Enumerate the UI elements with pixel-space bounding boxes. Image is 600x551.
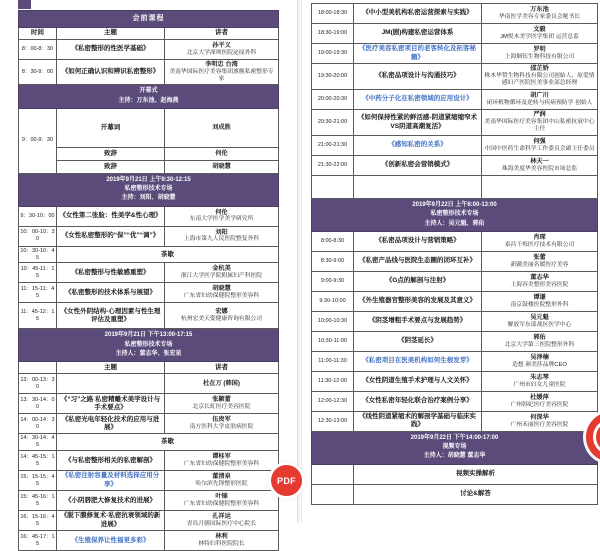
column-header-row: [19, 362, 279, 374]
time-cell: 11：45-12：15: [19, 303, 57, 329]
speaker-org: 哈尔滨先锋整形医院: [195, 480, 248, 487]
left-page: [0, 0, 298, 547]
topic-cell: 《“习”之路 私密精雕术美学设计与手术要点》: [57, 394, 165, 414]
speaker-cell: [165, 147, 279, 160]
speaker-org: 广州韩妃医疗美容医院: [510, 401, 569, 408]
topic-cell: 《外生殖器官整形美容的发展及其意义》: [354, 291, 482, 311]
speaker-org: 南京鼓楼医院整形外科: [510, 301, 569, 308]
schedule-row: [312, 44, 598, 64]
speaker-name: 金杭美: [212, 265, 231, 273]
speaker-org: 泰昌千烁医疗技术有限公司: [504, 241, 575, 248]
time-cell: 8：00-8：30: [19, 40, 57, 60]
topic-cell: 《与私密整形相关的私密解剖》: [57, 451, 165, 471]
speaker-name: 刘阳: [215, 228, 228, 236]
time-cell: 14：45-15：15: [19, 451, 57, 471]
schedule-row: [312, 351, 598, 371]
merged-row: [19, 434, 279, 451]
speaker-cell: [482, 351, 598, 371]
column-header-row: [19, 28, 279, 40]
speaker-cell: [165, 471, 279, 491]
column-header-cell: 时间: [19, 28, 57, 40]
speaker-cell: [482, 331, 598, 351]
time-cell: 10：00-10：30: [19, 226, 57, 246]
speaker-cell: [165, 160, 279, 173]
time-cell: 19:00-19:30: [312, 44, 354, 64]
speaker-name: 伍贵军: [212, 416, 231, 424]
merged-text-cell: 茶歇: [57, 246, 279, 263]
speaker-cell: [482, 110, 598, 136]
speaker-org: 北京大学深圳医院泌尿外科: [186, 49, 257, 56]
speaker-cell: [482, 411, 598, 431]
schedule-row: [312, 156, 598, 176]
speaker-name: 宏娜: [215, 308, 228, 316]
schedule-row: [19, 531, 279, 551]
column-header-cell: 主题: [57, 28, 165, 40]
topic-cell: 开幕词: [57, 108, 165, 147]
speaker-name: 董清泉: [212, 473, 231, 481]
topic-cell: 《女性外阴结构-心理因素与性生理评估及重塑》: [57, 303, 165, 329]
merged-text-cell: 视频实操解析: [354, 464, 598, 484]
right-schedule-table: [311, 3, 598, 505]
topic-cell: 致辞: [57, 147, 165, 160]
speaker-org: 中国中医药生命科学工作委员会副主任委员: [484, 145, 595, 152]
schedule-row: [19, 206, 279, 226]
speaker-cell: [165, 60, 279, 85]
topic-cell: 《感知私密的关系》: [354, 136, 482, 156]
speaker-name: 邵芷娇: [530, 65, 549, 73]
time-cell: 21:00-21:30: [312, 136, 354, 156]
schedule-row: [312, 311, 598, 331]
speaker-name: 刘成胜: [212, 123, 231, 131]
speaker-name: 叶锦: [215, 493, 228, 501]
schedule-row: [312, 110, 598, 136]
speaker-org: 美南华国际医疗美容集团中山私密抗衰中心主任: [484, 119, 595, 133]
topic-cell: 《小阴唇肥大修复技术的进展》: [57, 491, 165, 511]
schedule-row: [19, 491, 279, 511]
speaker-cell: [482, 371, 598, 391]
speaker-name: 林利: [215, 533, 228, 541]
topic-cell: 《私密项目在医美机构如何生根发芽》: [354, 351, 482, 371]
speaker-name: 胡晓慧: [212, 162, 231, 170]
column-header-cell: 讲者: [165, 362, 279, 374]
topic-cell: 《中小型美机构私密运营探索与实践》: [354, 4, 482, 24]
speaker-org: 东南大学医学美学研究所: [189, 216, 254, 223]
schedule-row: [312, 231, 598, 251]
speaker-name: 万东池: [530, 6, 549, 13]
speaker-name: 吴元魁: [530, 313, 549, 321]
topic-cell: 《如何保持性紧的鲜活感-阴道紧缩缩窄术VS阴道高潮复活》: [354, 110, 482, 136]
schedule-row: [19, 147, 279, 160]
speaker-cell: [482, 136, 598, 156]
schedule-row: [312, 64, 598, 90]
time-cell: 10:00-10:30: [312, 311, 354, 331]
time-cell: 9：30-10：00: [19, 206, 57, 226]
speaker-cell: [165, 394, 279, 414]
time-cell: 10：45-11：15: [19, 263, 57, 283]
schedule-row: [312, 136, 598, 156]
speaker-name: 肖琛: [533, 233, 546, 241]
section-header-cell: 2019年9月22日 上午8:00-13:00 私密整形技术专场 主持人：吴元魁、郭佑: [312, 199, 598, 232]
speaker-cell: [165, 206, 279, 226]
speaker-cell: [482, 251, 598, 271]
speaker-cell: [165, 374, 279, 394]
empty-cell: [354, 176, 482, 199]
topic-cell: 《女性第二张脸：性美学&性心理》: [57, 206, 165, 226]
speaker-name: 罗明: [533, 46, 546, 53]
speaker-name: 张蕾: [533, 253, 546, 261]
topic-cell: 《私密整形的性医学基础》: [57, 40, 165, 60]
speaker-cell: [165, 303, 279, 329]
topic-cell: 《私密产品线与医院生态圈的闭环互补》: [354, 251, 482, 271]
section-header-row: [19, 173, 279, 206]
right-page: [301, 0, 600, 523]
time-cell: 10:30-11:00: [312, 331, 354, 351]
time-cell: 9：00-9：30: [19, 108, 57, 173]
speaker-name: 何伦: [215, 149, 228, 157]
topic-cell: 《线性阴道紧缩术的解剖学基础与临床实践》: [354, 411, 482, 431]
column-header-cell: 讲者: [165, 28, 279, 40]
section-header-row: [312, 431, 598, 464]
merged-row: [312, 464, 598, 484]
edge-button-ring: [593, 419, 600, 455]
speaker-cell: [482, 90, 598, 110]
speaker-org: 造想 颜美莎品牌CEO: [512, 361, 567, 368]
speaker-org: 浙江大学医学院附属妇产科医院: [180, 273, 263, 280]
schedule-row: [19, 263, 279, 283]
schedule-row: [19, 394, 279, 414]
speaker-name: 胡广川: [530, 92, 549, 99]
time-cell: 13：30-14：00: [19, 394, 57, 414]
speaker-name: 文毅: [533, 26, 546, 33]
schedule-row: [312, 411, 598, 431]
topic-cell: 《阴茎延长》: [354, 331, 482, 351]
topic-cell: 《如何正确认识和辨识私密整形》: [57, 60, 165, 85]
time-cell: 16：15-16：45: [19, 511, 57, 531]
speaker-org: 广州市妇女儿童医院: [513, 381, 566, 388]
schedule-row: [19, 108, 279, 147]
speaker-name: 谭桂军: [212, 453, 231, 461]
time-cell: 18:00-18:30: [312, 4, 354, 24]
time-cell: 11:00-11:30: [312, 351, 354, 371]
column-header-cell: [19, 362, 57, 374]
speaker-name: 李明忠 台湾: [205, 61, 238, 68]
speaker-name: 张颖蕾: [212, 396, 231, 404]
speaker-name: 孙平义: [212, 42, 231, 49]
speaker-org: 新疆美丽名媛医疗美容: [510, 261, 569, 268]
schedule-row: [312, 371, 598, 391]
speaker-cell: [482, 311, 598, 331]
schedule-row: [19, 451, 279, 471]
speaker-name: 何伦: [215, 208, 228, 216]
speaker-name: 杜媛萍: [530, 393, 549, 401]
time-cell: 8：30-9：00: [19, 60, 57, 85]
section-header-row: [19, 85, 279, 109]
merged-row: [312, 484, 598, 504]
speaker-org: 北京大学第三医院整形外科: [504, 341, 575, 348]
topic-cell: 《私密注射容量及材料选择应用分享》: [57, 471, 165, 491]
topic-cell: 《私密品项设计与营销策略》: [354, 231, 482, 251]
schedule-row: [19, 414, 279, 434]
time-cell: 8:00-8:30: [312, 231, 354, 251]
time-cell: 21:30-22:00: [312, 156, 354, 176]
schedule-row: [312, 271, 598, 291]
schedule-row: [19, 226, 279, 246]
speaker-cell: [482, 291, 598, 311]
time-cell: 9:30-10:00: [312, 291, 354, 311]
speaker-cell: [165, 226, 279, 246]
schedule-row: [19, 40, 279, 60]
topic-cell: JM(剧)构建私密运营体系: [354, 24, 482, 44]
speaker-cell: [482, 64, 598, 90]
speaker-name: 胡晓慧: [212, 285, 231, 293]
speaker-cell: [482, 156, 598, 176]
schedule-row: [19, 283, 279, 303]
speaker-cell: [165, 531, 279, 551]
table-banner-row: [19, 11, 279, 28]
speaker-name: 林天一: [530, 158, 549, 165]
time-cell: 20:00-20:30: [312, 90, 354, 110]
time-cell: 12:00-12:30: [312, 391, 354, 411]
schedule-row: [19, 303, 279, 329]
speaker-name: 严润: [533, 111, 546, 119]
speaker-cell: [482, 4, 598, 24]
time-cell: 15：45-16：15: [19, 491, 57, 511]
topic-cell: 《女性私密整形的“保”“优”“调”》: [57, 226, 165, 246]
section-header-cell: 2019年9月21日 上午9:30-12:15 私密整形技术专场 主持：刘阳、胡晓慧: [19, 173, 279, 206]
merged-row: [19, 246, 279, 263]
merged-text-cell: 讨论&解答: [354, 484, 598, 504]
time-cell: 11:30-12:00: [312, 371, 354, 391]
speaker-name: 谭谦: [533, 293, 546, 301]
speaker-org: 广州禾丽医疗美容医院: [510, 421, 569, 428]
speaker-cell: [165, 263, 279, 283]
time-cell: 15：15-15：45: [19, 471, 57, 491]
topic-cell: 《创新私密会营销模式》: [354, 156, 482, 176]
time-cell: 10：30-10：45: [19, 246, 57, 263]
schedule-row: [312, 251, 598, 271]
topic-cell: 《阴茎增粗手术要点与发展趋势》: [354, 311, 482, 331]
cropped-header-fragment: [18, 0, 31, 9]
speaker-name: 杜在万 (韩国): [203, 379, 240, 387]
speaker-org: 解放军东部战区医学中心: [507, 321, 572, 328]
section-header-cell: 开幕式 主持：万东池、赵海燕: [19, 85, 279, 109]
speaker-org: 上海容美整形美容医院: [510, 281, 569, 288]
speaker-org: JM悦木美学医学集团 运营总监: [500, 33, 579, 40]
speaker-org: 北京长虹医疗美容医院: [192, 404, 251, 411]
time-cell: 12:30-13:00: [312, 411, 354, 431]
schedule-row: [312, 90, 598, 110]
schedule-row: [19, 511, 279, 531]
schedule-row: [312, 24, 598, 44]
time-cell: [312, 484, 354, 504]
speaker-name: 郭佑: [533, 333, 546, 341]
time-cell: 18:30-19:00: [312, 24, 354, 44]
topic-cell: 《G点的解剖与注射》: [354, 271, 482, 291]
speaker-org: 上海烔钰生物科技有限公司: [504, 53, 575, 60]
speaker-org: 林特妇科医院院长: [198, 540, 245, 547]
time-cell: 9:00-9:30: [312, 271, 354, 291]
topic-cell: 《私密光电年轻化技术的应用与进展》: [57, 414, 165, 434]
section-header-cell: 2019年9月22日 下午14:00-17:00 视频专场 主持人：胡晓慧 董志华: [312, 431, 598, 464]
left-schedule-table: [18, 10, 279, 551]
speaker-cell: [165, 511, 279, 531]
speaker-org: 广东省妇幼保健院整形美容科: [183, 460, 260, 467]
topic-cell: 《私密品项设计与沟通技巧》: [354, 64, 482, 90]
time-cell: 11：15-11：45: [19, 283, 57, 303]
section-header-cell: 2019年9月21日 下午13:00-17:15 私密整形技术专场 主持人：董志华、张宏星: [19, 329, 279, 362]
speaker-org: 华南医学美容专家委员会秘书长: [498, 13, 581, 20]
topic-cell: [57, 374, 165, 394]
speaker-name: 吴泽楠: [530, 353, 549, 361]
schedule-row: [19, 160, 279, 173]
speaker-org: 株木华赞生物科技有限公司创始人、原爱情感妇产医院医美事业部总经理: [484, 73, 595, 87]
speaker-cell: [165, 40, 279, 60]
speaker-org: 美南华国际医疗美容集团旗舰私密整形专家: [169, 68, 274, 82]
speaker-org: 杭州宏美天姿健康咨询有限公司: [180, 316, 263, 323]
speaker-cell: [165, 491, 279, 511]
speaker-name: 孔祥运: [212, 513, 231, 521]
speaker-cell: [482, 391, 598, 411]
time-cell: 13：00-13：30: [19, 374, 57, 394]
speaker-cell: [482, 271, 598, 291]
speaker-org: 广东省妇幼保健院整形美容科: [183, 500, 260, 507]
speaker-cell: [165, 451, 279, 471]
schedule-row: [19, 471, 279, 491]
schedule-row: [312, 331, 598, 351]
speaker-cell: [165, 414, 279, 434]
time-cell: 20:30-21:00: [312, 110, 354, 136]
topic-cell: 致辞: [57, 160, 165, 173]
speaker-org: 闭环植物循环及逆转与疾病预防学 创始人: [486, 99, 593, 106]
topic-cell: 《私密整形与性敏感重塑》: [57, 263, 165, 283]
speaker-cell: [482, 24, 598, 44]
speaker-cell: [165, 108, 279, 147]
column-header-cell: 主题: [57, 362, 165, 374]
topic-cell: 《中药分子化在私密领域的应用设计》: [354, 90, 482, 110]
time-cell: 14：30-14：45: [19, 434, 57, 451]
schedule-row: [312, 4, 598, 24]
merged-text-cell: 茶歇: [57, 434, 279, 451]
speaker-org: 广东省妇幼保健院整形美容科: [183, 293, 260, 300]
pdf-floating-button[interactable]: PDF: [271, 465, 302, 496]
speaker-name: 何强: [533, 138, 546, 145]
banner-cell: 会前课程: [19, 11, 279, 28]
schedule-row: [312, 291, 598, 311]
empty-row: [312, 176, 598, 199]
speaker-cell: [482, 231, 598, 251]
speaker-org: 南方医科大学皮肤病医院: [189, 424, 254, 431]
speaker-org: 上海市第九人民医院整复外科: [183, 236, 260, 243]
topic-cell: 《私密整形的技术体系与展望》: [57, 283, 165, 303]
time-cell: [312, 464, 354, 484]
section-header-row: [312, 199, 598, 232]
schedule-row: [19, 60, 279, 85]
speaker-name: 朱志琴: [530, 373, 549, 381]
schedule-row: [19, 374, 279, 394]
speaker-cell: [165, 283, 279, 303]
topic-cell: 《医疗美容私密项目的老客转化及拓客秘籍》: [354, 44, 482, 64]
empty-cell: [312, 176, 354, 199]
speaker-name: 董志华: [530, 273, 549, 281]
empty-cell: [482, 176, 598, 199]
topic-cell: 《脱下膜修复术-私密抗衰领域的新进展》: [57, 511, 165, 531]
speaker-org: 珠海美度华美容医院市场总监: [501, 165, 578, 172]
topic-cell: 《生殖保养让性福更多彩》: [57, 531, 165, 551]
speaker-name: 何深华: [530, 413, 549, 421]
time-cell: 16：45-17：15: [19, 531, 57, 551]
time-cell: 14：00-14：30: [19, 414, 57, 434]
topic-cell: 《女性私密年轻化联合治疗案例分享》: [354, 391, 482, 411]
section-header-row: [19, 329, 279, 362]
time-cell: 8:30-9:00: [312, 251, 354, 271]
time-cell: 19:30-20:00: [312, 64, 354, 90]
topic-cell: 《女性阴道生殖手术护理与人文关怀》: [354, 371, 482, 391]
schedule-row: [312, 391, 598, 411]
speaker-cell: [482, 44, 598, 64]
speaker-org: 青岛月膳国际医疗中心院长: [186, 520, 257, 527]
